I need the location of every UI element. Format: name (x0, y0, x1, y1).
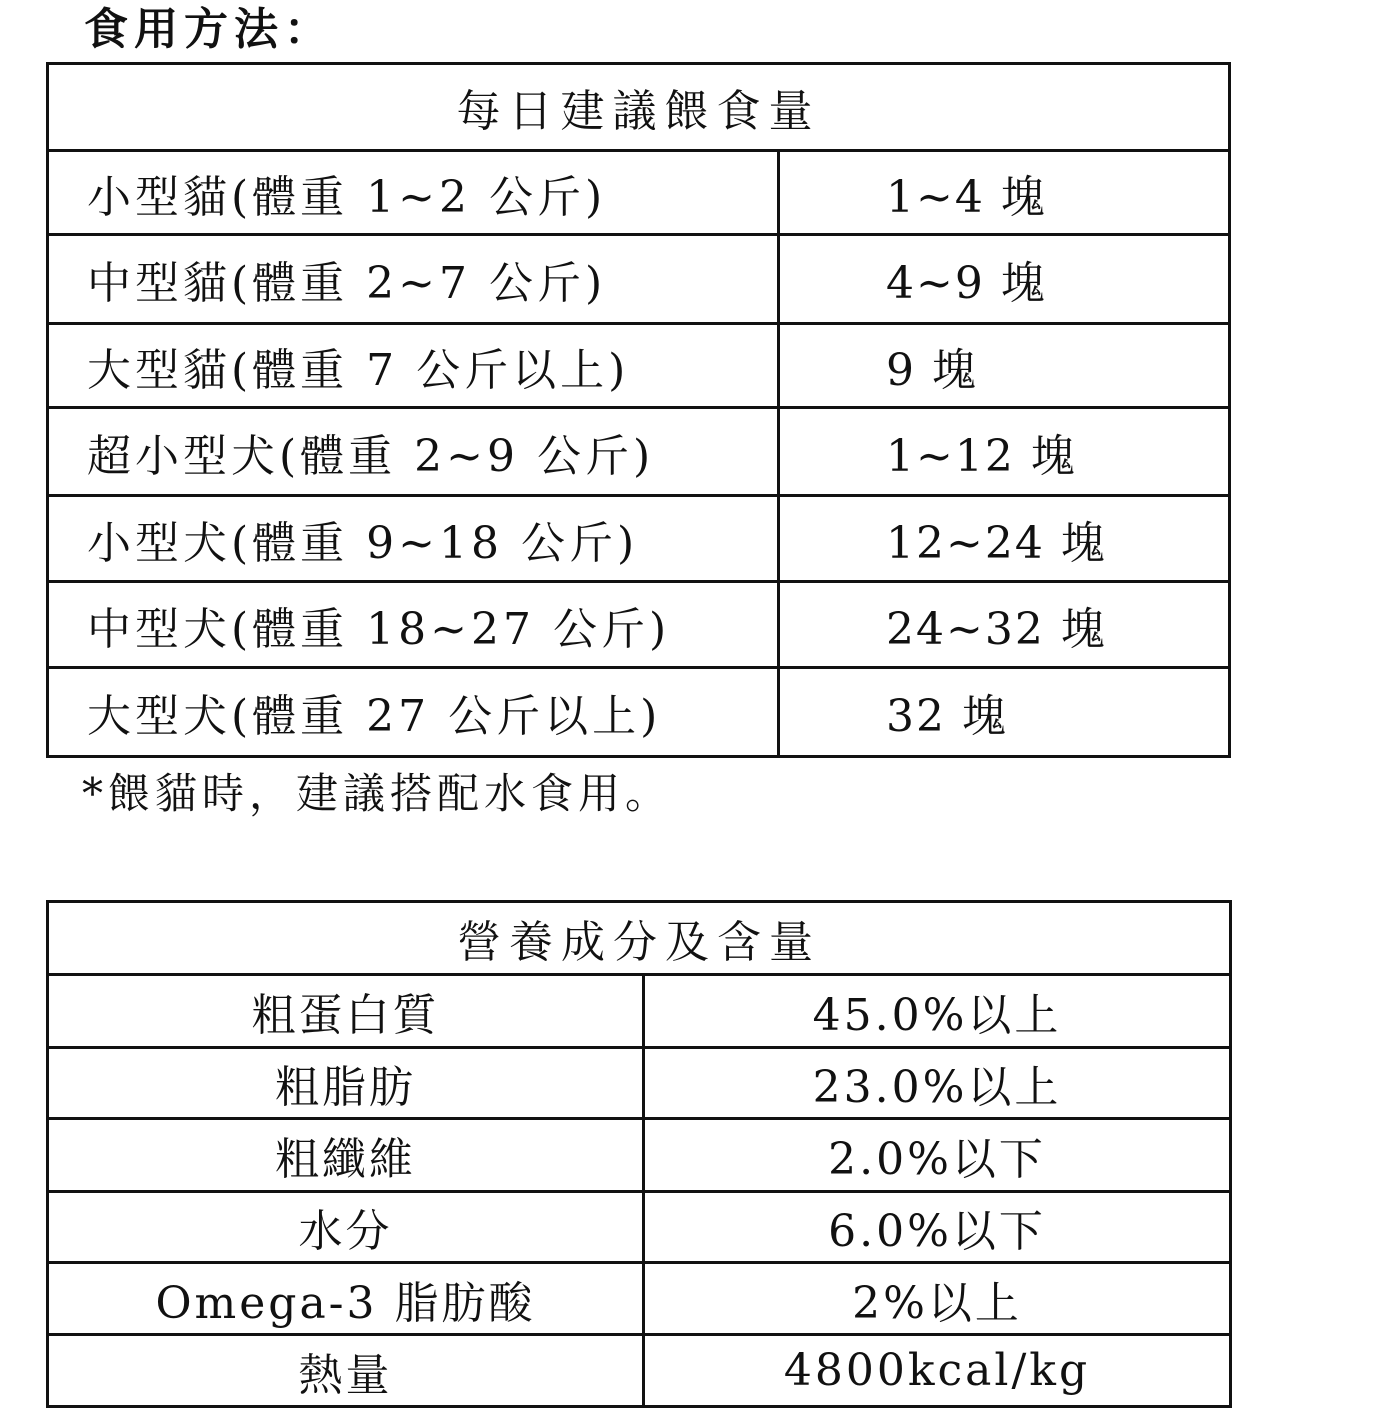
table-row (48, 1048, 1231, 1119)
table-row (48, 496, 1230, 582)
table-row (48, 408, 1230, 496)
pet-size-label: 小型貓(體重 1~2 公斤) (48, 151, 779, 235)
page-heading: 食用方法： (84, 4, 334, 55)
table-row (48, 582, 1230, 668)
table-row (48, 1263, 1231, 1335)
nutrition-table (46, 900, 1232, 1408)
nutrient-name: 熱量 (48, 1335, 644, 1407)
feeding-note: *餵貓時，建議搭配水食用。 (82, 769, 673, 818)
nutrient-value: 23.0%以上 (644, 1048, 1231, 1119)
nutrient-value: 45.0%以上 (644, 975, 1231, 1048)
table-row (48, 975, 1231, 1048)
nutrient-name: 水分 (48, 1192, 644, 1263)
feeding-amount: 32 塊 (779, 668, 1230, 757)
nutrient-value: 2%以上 (644, 1263, 1231, 1335)
table-row (48, 151, 1230, 235)
pet-size-label: 大型犬(體重 27 公斤以上) (48, 668, 779, 757)
nutrient-name: 粗纖維 (48, 1119, 644, 1192)
pet-size-label: 中型犬(體重 18~27 公斤) (48, 582, 779, 668)
nutrient-name: Omega-3 脂肪酸 (48, 1263, 644, 1335)
feeding-amount: 12~24 塊 (779, 496, 1230, 582)
nutrient-value: 4800kcal/kg (644, 1335, 1231, 1407)
pet-size-label: 超小型犬(體重 2~9 公斤) (48, 408, 779, 496)
feeding-table-title: 每日建議餵食量 (48, 64, 1230, 151)
pet-size-label: 中型貓(體重 2~7 公斤) (48, 235, 779, 324)
feeding-table-header-row (48, 64, 1230, 151)
feeding-amount: 4~9 塊 (779, 235, 1230, 324)
table-row (48, 235, 1230, 324)
feeding-amount-table (46, 62, 1231, 758)
pet-size-label: 大型貓(體重 7 公斤以上) (48, 324, 779, 408)
feeding-amount: 1~12 塊 (779, 408, 1230, 496)
nutrition-table-header-row (48, 902, 1231, 975)
table-row (48, 324, 1230, 408)
table-row (48, 668, 1230, 757)
feeding-amount: 24~32 塊 (779, 582, 1230, 668)
table-row (48, 1335, 1231, 1407)
nutrient-name: 粗蛋白質 (48, 975, 644, 1048)
pet-size-label: 小型犬(體重 9~18 公斤) (48, 496, 779, 582)
feeding-amount: 1~4 塊 (779, 151, 1230, 235)
table-row (48, 1192, 1231, 1263)
nutrition-table-title: 營養成分及含量 (48, 902, 1231, 975)
nutrient-value: 2.0%以下 (644, 1119, 1231, 1192)
table-row (48, 1119, 1231, 1192)
nutrient-value: 6.0%以下 (644, 1192, 1231, 1263)
feeding-amount: 9 塊 (779, 324, 1230, 408)
nutrient-name: 粗脂肪 (48, 1048, 644, 1119)
